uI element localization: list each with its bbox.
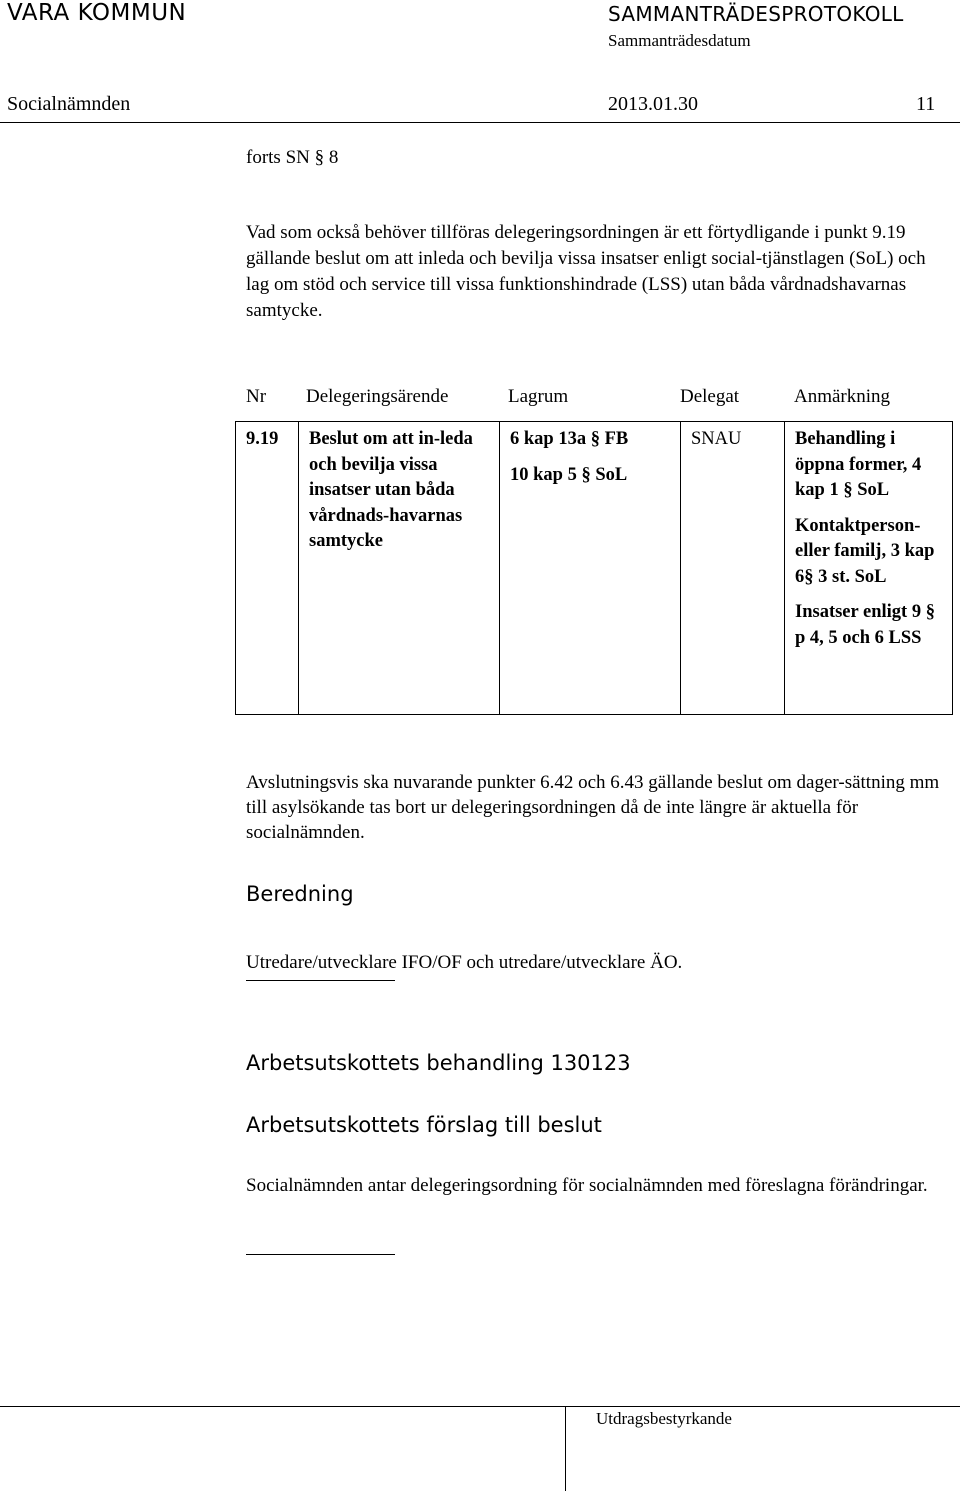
table-cell-delegat: SNAU <box>680 422 784 714</box>
section-divider <box>246 1254 395 1255</box>
footer-vertical-divider <box>565 1406 566 1491</box>
page-number: 11 <box>916 93 936 115</box>
lagrum-line: 10 kap 5 § SoL <box>510 464 628 485</box>
beredning-heading: Beredning <box>246 882 354 906</box>
decision-paragraph: Socialnämnden antar delegeringsordning för socialnämnden med föreslagna förändringar. <box>246 1175 928 1196</box>
section-divider <box>246 980 395 981</box>
meeting-date: 2013.01.30 <box>608 93 698 115</box>
anmarkning-item: Insatser enligt 9 § p 4, 5 och 6 LSS <box>795 602 935 648</box>
column-header-lagrum: Lagrum <box>508 386 569 407</box>
closing-paragraph: Avslutningsvis ska nuvarande punkter 6.42 och 6.43 gällande beslut om dager-sättning mm till asylsökande tas bort ur delegeringsordningen då de inte längre är aktuella för socialnämnden. <box>246 772 940 843</box>
anmarkning-item: Behandling i öppna former, 4 kap 1 § SoL <box>795 429 922 500</box>
column-header-delegat: Delegat <box>680 386 740 407</box>
table-cell-lagrum <box>499 422 680 714</box>
organization-name: VARA KOMMUN <box>7 0 187 26</box>
table-cell-nr: 9.19 <box>246 429 279 449</box>
document-type: SAMMANTRÄDESPROTOKOLL <box>608 2 904 26</box>
date-label: Sammanträdesdatum <box>608 31 751 50</box>
table-cell-arende: Beslut om att in-leda och bevilja vissa insatser utan båda vårdnads-havarnas samtycke <box>298 422 499 714</box>
lagrum-line: 6 kap 13a § FB <box>510 429 629 449</box>
au-handling-heading: Arbetsutskottets behandling 130123 <box>246 1051 631 1075</box>
certification-label: Utdragsbestyrkande <box>596 1409 732 1428</box>
header-divider <box>0 122 960 123</box>
footer-divider <box>0 1406 960 1407</box>
continuation-label: forts SN § 8 <box>246 147 339 168</box>
delegation-table <box>235 421 953 715</box>
committee-name: Socialnämnden <box>7 93 131 115</box>
intro-paragraph: Vad som också behöver tillföras delegeringsordningen är ett förtydligande i punkt 9.19 gällande beslut om att inleda och bevilja vissa insatser enligt social-tjänstlagen (SoL) och lag om stöd och service till vissa funktionshindrade (LSS) utan båda vårdnadshavarnas samtycke. <box>246 222 926 321</box>
beredning-text: Utredare/utvecklare IFO/OF och utredare/utvecklare ÄO. <box>246 952 683 973</box>
column-header-nr: Nr <box>246 386 267 407</box>
column-header-arende: Delegeringsärende <box>306 386 449 407</box>
anmarkning-item: Kontaktperson-eller familj, 3 kap 6§ 3 st. SoL <box>795 515 935 587</box>
table-cell-anmarkning <box>784 422 952 714</box>
au-proposal-heading: Arbetsutskottets förslag till beslut <box>246 1113 602 1137</box>
column-header-anmarkning: Anmärkning <box>794 386 891 407</box>
